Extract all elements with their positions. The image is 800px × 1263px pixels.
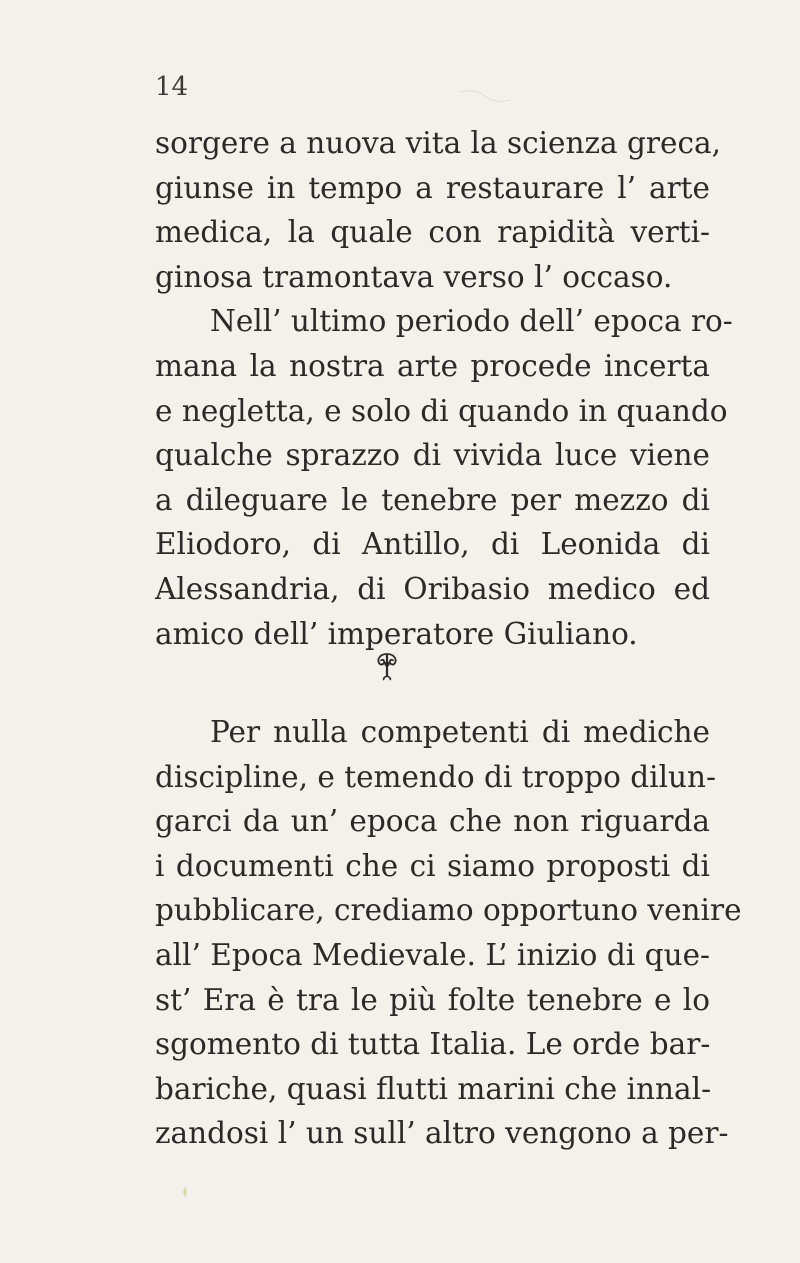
- text-line: zandosi l’ un sull’ altro vengono a per-: [155, 1116, 729, 1151]
- text-line: e negletta, e solo di quando in quando: [155, 393, 728, 428]
- text-line: Eliodoro, di Antillo, di Leonida di: [155, 527, 710, 562]
- text-block-lower: [155, 710, 742, 1156]
- text-line: garci da un’ epoca che non riguarda: [155, 804, 710, 839]
- text-line: medica, la quale con rapidità verti-: [155, 215, 710, 250]
- text-line: discipline, e temendo di troppo dilun-: [155, 759, 717, 794]
- paper-speck: [455, 82, 515, 112]
- text-line: mana la nostra arte procede incerta: [155, 348, 710, 383]
- text-line: i documenti che ci siamo proposti di: [155, 848, 710, 883]
- text-line: sgomento di tutta Italia. Le orde bar-: [155, 1027, 711, 1062]
- text-line: st’ Era è tra le più folte tenebre e lo: [155, 982, 710, 1017]
- text-line: Per nulla competenti di mediche: [210, 715, 710, 749]
- paper-speck: [178, 1185, 192, 1199]
- text-line: qualche sprazzo di vivida luce viene: [155, 438, 710, 473]
- text-line: bariche, quasi flutti marini che innal-: [155, 1071, 712, 1106]
- text-line: sorgere a nuova vita la scienza greca,: [155, 126, 721, 160]
- text-line: giunse in tempo a restaurare l’ arte: [155, 170, 710, 205]
- text-line: pubblicare, crediamo opportuno venire: [155, 893, 742, 928]
- fleuron-icon: [372, 650, 402, 682]
- text-line: amico dell’ imperatore Giuliano.: [155, 616, 638, 651]
- text-line: Alessandria, di Oribasio medico ed: [155, 571, 710, 606]
- text-line: ginosa tramontava verso l’ occaso.: [155, 259, 673, 294]
- text-block-upper: [155, 121, 733, 656]
- text-line: all’ Epoca Medievale. L’ inizio di que-: [155, 937, 710, 972]
- text-line: Nell’ ultimo periodo dell’ epoca ro-: [210, 304, 733, 339]
- text-line: a dileguare le tenebre per mezzo di: [155, 482, 710, 517]
- page-number: 14: [155, 72, 189, 102]
